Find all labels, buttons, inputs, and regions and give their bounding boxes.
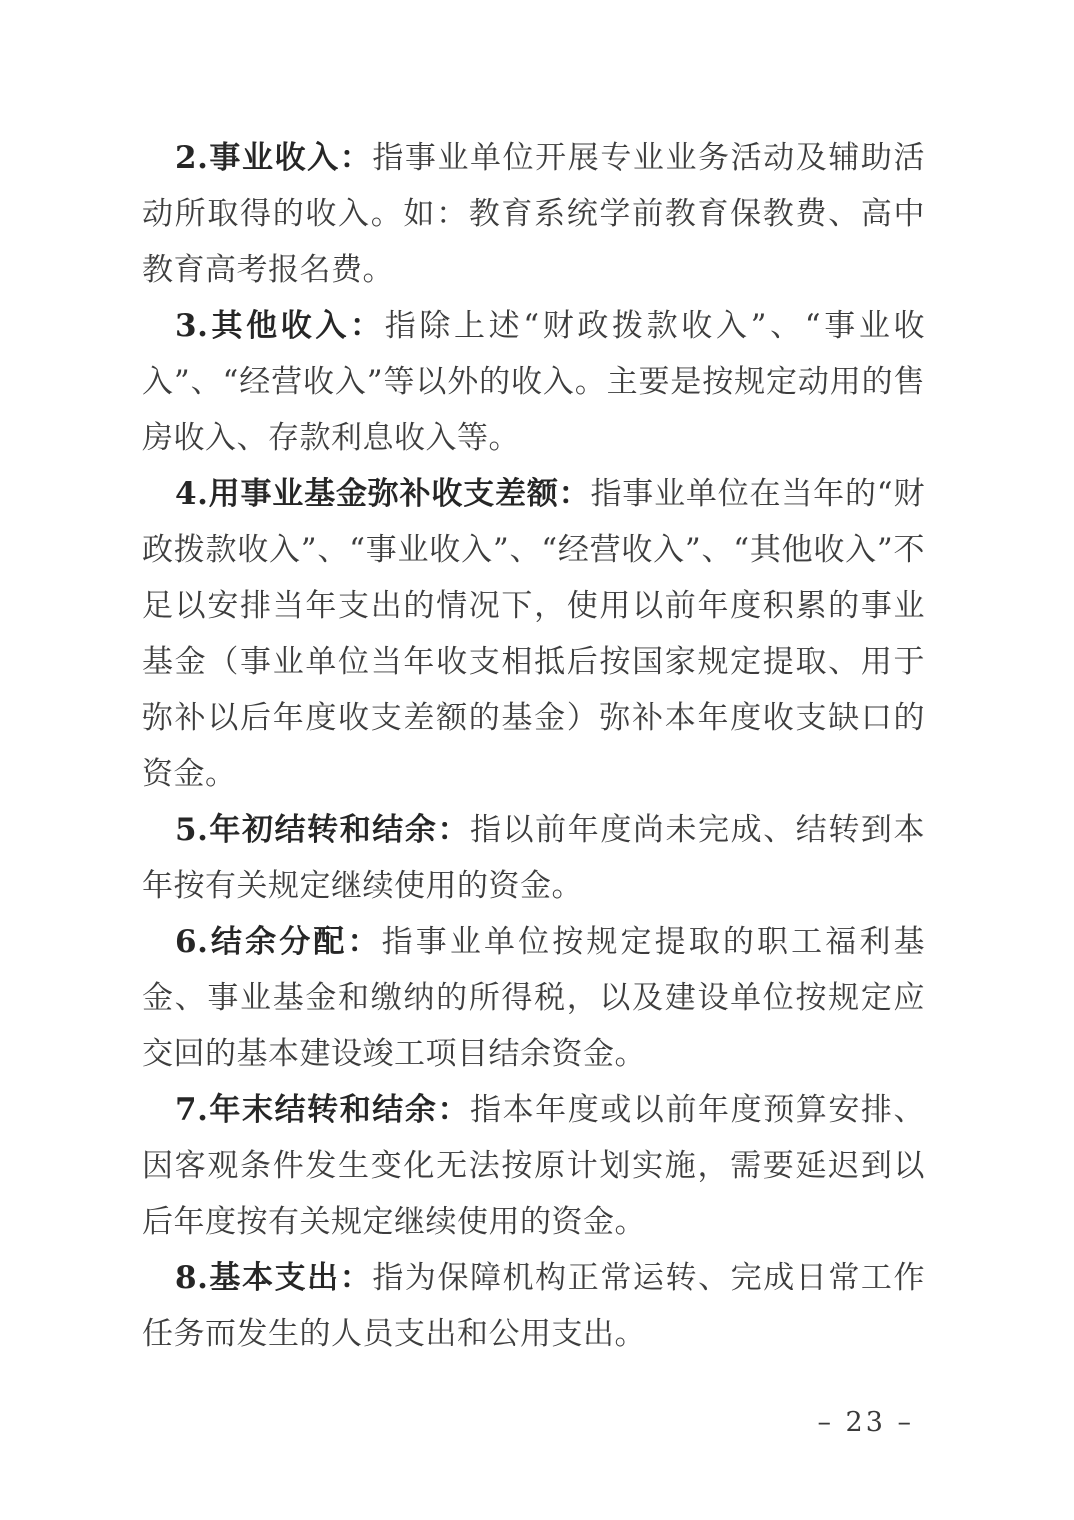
paragraph-lead: 2.事业收入： <box>175 140 373 176</box>
paragraph-lead: 5.年初结转和结余： <box>175 812 471 848</box>
paragraph-fund-deficit <box>142 466 925 802</box>
page-number: – 23 – <box>817 1407 914 1438</box>
paragraph-text: 指除上述“财政拨款收入”、“事业收入”、“经营收入”等以外的收入。主要是按规定动用的售房收入、存款利息收入等。 <box>142 308 925 456</box>
paragraph-text: 指本年度或以前年度预算安排、因客观条件发生变化无法按原计划实施，需要延迟到以后年度按有关规定继续使用的资金。 <box>142 1092 925 1240</box>
paragraph-basic-expenditure <box>142 1250 925 1362</box>
paragraph-lead: 8.基本支出： <box>175 1260 373 1296</box>
paragraph-text: 指以前年度尚未完成、结转到本年按有关规定继续使用的资金。 <box>142 812 925 904</box>
paragraph-lead: 3.其他收入： <box>175 308 385 344</box>
paragraph-other-income <box>142 298 925 466</box>
paragraph-lead: 4.用事业基金弥补收支差额： <box>175 476 591 512</box>
paragraph-text: 指事业单位开展专业业务活动及辅助活动所取得的收入。如：教育系统学前教育保教费、高中教育高考报名费。 <box>142 140 925 288</box>
paragraph-text: 指事业单位按规定提取的职工福利基金、事业基金和缴纳的所得税，以及建设单位按规定应交回的基本建设竣工项目结余资金。 <box>142 924 925 1072</box>
paragraph-text: 指为保障机构正常运转、完成日常工作任务而发生的人员支出和公用支出。 <box>142 1260 925 1352</box>
paragraph-surplus-distribution <box>142 914 925 1082</box>
paragraph-lead: 7.年末结转和结余： <box>175 1092 471 1128</box>
document-body <box>142 130 925 1362</box>
paragraph-beginning-carryover <box>142 802 925 914</box>
paragraph-lead: 6.结余分配： <box>175 924 382 960</box>
paragraph-text: 指事业单位在当年的“财政拨款收入”、“事业收入”、“经营收入”、“其他收入”不足以安排当年支出的情况下，使用以前年度积累的事业基金（事业单位当年收支相抵后按国家规定提取、用于弥补以后年度收支差额的基金）弥补本年度收支缺口的资金。 <box>142 476 925 792</box>
paragraph-yearend-carryover <box>142 1082 925 1250</box>
paragraph-career-income <box>142 130 925 298</box>
